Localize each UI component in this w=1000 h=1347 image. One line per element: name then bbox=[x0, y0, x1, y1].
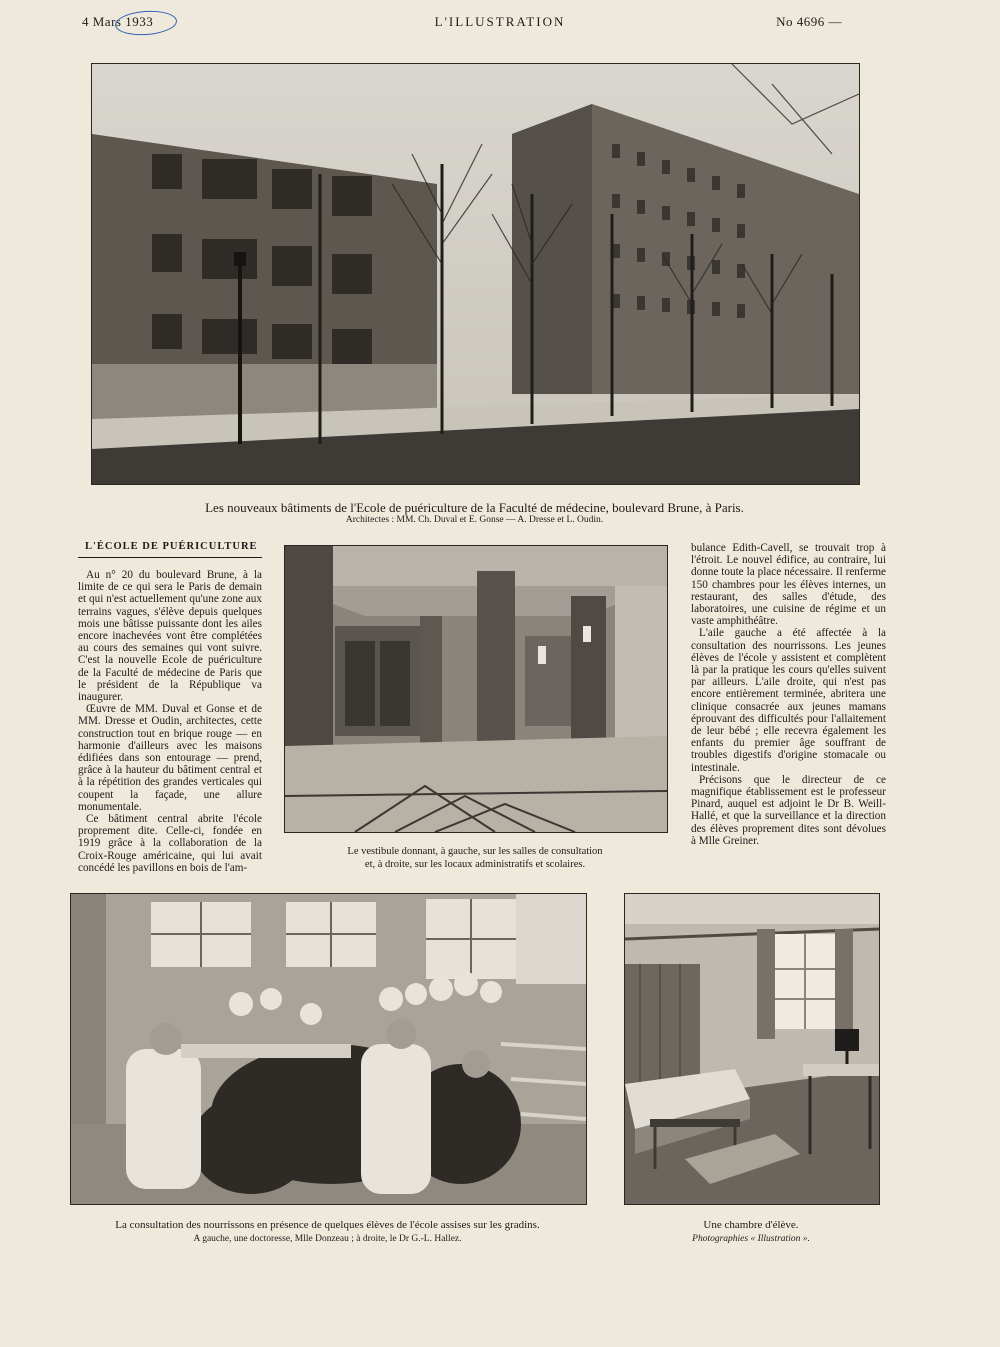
article-paragraph: Ce bâtiment central abrite l'école proprement dite. Celle-ci, fondée en 1919 grâce à la collaboration de la Croix-Rouge américaine, qui lui avait concédé les pavillons en bois de l'am- bbox=[78, 813, 262, 874]
consultation-caption: La consultation des nourrissons en présence de quelques élèves de l'école assises sur les gradins. bbox=[115, 1219, 540, 1231]
title-divider bbox=[78, 557, 262, 558]
article-paragraph: L'aile gauche a été affectée à la consultation des nourrissons. Les jeunes élèves de l'école y assistent et complètent là par la pratique les cours qu'elles suivent par ailleurs. L'aile droite, qui n'est pas encore entièrement terminée, abritera une clinique consacrée aux jeunes mamans éprouvant des difficultés pour l'allaitement de leur bébé ; elle recevra également les enfants du premier âge souffrant de troubles digestifs d'origine stomacale ou intestinale. bbox=[691, 627, 886, 774]
bedroom-photo bbox=[624, 893, 880, 1205]
bedroom-caption: Une chambre d'élève. bbox=[703, 1219, 799, 1231]
building-caption: Les nouveaux bâtiments de l'Ecole de puériculture de la Faculté de médecine, boulevard Brune, à Paris. bbox=[205, 500, 744, 515]
consultation-photo bbox=[70, 893, 587, 1205]
article-title: L'ÉCOLE DE PUÉRICULTURE bbox=[85, 541, 258, 552]
article-paragraph: Précisons que le directeur de ce magnifique établissement est le professeur Pinard, auquel est adjoint le Dr B. Weill-Hallé, et que la surveillance et la direction des élèves proprement dites sont dévolues à Mlle Greiner. bbox=[691, 773, 886, 847]
issue-date: 4 Mars 1933 bbox=[82, 14, 154, 29]
article-paragraph: Œuvre de MM. Duval et Gonse et de MM. Dresse et Oudin, architectes, cette construction tout en brique rouge — en harmonie d'ailleurs avec les maisons édifiées dans son entourage — prend, grâce à la hauteur du bâtiment central et à la répétition des grandes verticales qui coupent la façade, une allure monumentale. bbox=[78, 703, 262, 813]
building-photo bbox=[91, 63, 860, 485]
building-credit: Architectes : MM. Ch. Duval et E. Gonse — A. Dresse et L. Oudin. bbox=[345, 515, 604, 525]
issue-number: No 4696 — bbox=[776, 14, 842, 29]
vestibule-photo bbox=[284, 545, 668, 833]
consultation-subcaption: A gauche, une doctoresse, Mlle Donzeau ; à droite, le Dr G.-L. Hallez. bbox=[193, 1234, 462, 1244]
article-column-right bbox=[691, 542, 886, 847]
vestibule-caption-line1: Le vestibule donnant, à gauche, sur les salles de consultation bbox=[347, 846, 603, 857]
photo-credit: Photographies « Illustration ». bbox=[692, 1234, 810, 1244]
article-paragraph: bulance Edith-Cavell, se trouvait trop à l'étroit. Le nouvel édifice, au contraire, lui donne toute la place nécessaire. Il renferme 150 chambres pour les élèves internes, un restaurant, des salles d'étude, des laboratoires, une cuisine de régime et un vaste amphithéâtre. bbox=[691, 542, 886, 628]
publication-title: L'ILLUSTRATION bbox=[434, 14, 566, 29]
article-paragraph: Au n° 20 du boulevard Brune, à la limite de ce qui sera le Paris de demain et qui n'est actuellement qu'une zone aux terrains vagues, s'élève depuis quelques mois une bâtisse puissante dont les ailes encore inachevées vont être complétées au cours des semaines qui vont suivre. C'est la nouvelle Ecole de puériculture de la Faculté de médecine de Paris que le président de la République va inaugurer. bbox=[78, 569, 262, 704]
vestibule-caption-line2: et, à droite, sur les locaux administratifs et scolaires. bbox=[364, 859, 586, 870]
article-column-left bbox=[78, 569, 262, 874]
